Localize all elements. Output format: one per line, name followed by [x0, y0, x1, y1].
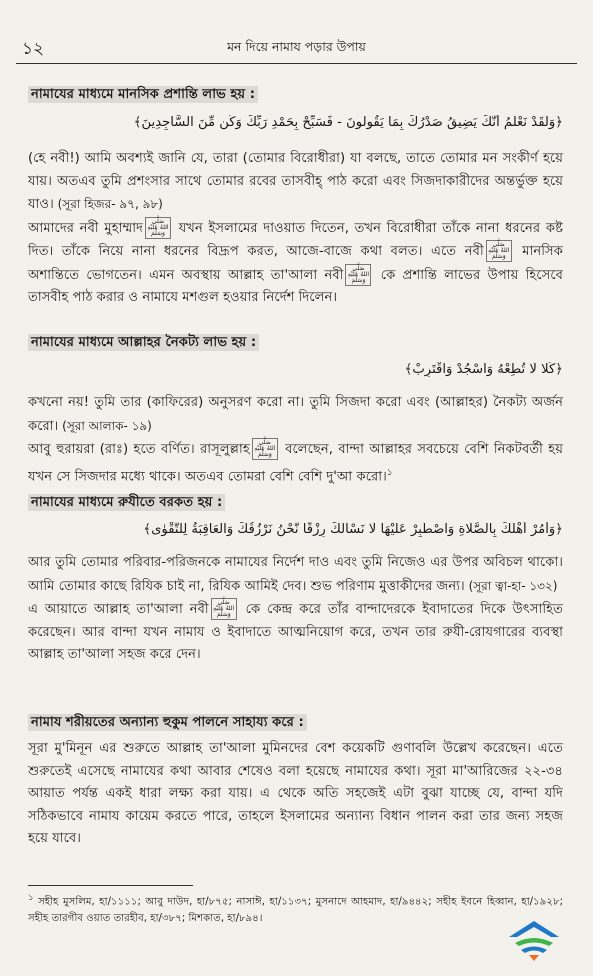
paragraph-text: এ আয়াতে আল্লাহ তা'আলা নবী — [28, 602, 209, 617]
salawat-symbol: صَلَّى اللهُ عَلَيْهِ وَسَلَّمَ — [145, 217, 171, 239]
section-heading: নামায শরীয়তের অন্যান্য হুকুম পালনে সাহায্য করে : — [28, 712, 569, 734]
translation-text: আর তুমি তোমার পরিবার-পরিজনকে নামাযের নির্দেশ দাও এবং তুমি নিজেও এর উপর অবিচল থাকো। আমি তোমার কাছে রিযিক চাই না, রিযিক আমিই দেব। শুভ পরিণাম মুত্তাকীদের জন্য। — [28, 555, 563, 594]
paragraph — [28, 552, 563, 667]
footnote — [28, 890, 563, 927]
section-heading: নামাযের মাধ্যমে মানসিক প্রশান্তি লাভ হয় : — [28, 84, 569, 106]
footnote-rule — [28, 885, 193, 886]
salawat-symbol: صَلَّى اللهُ عَلَيْهِ وَسَلَّمَ — [486, 240, 512, 262]
paragraph-text: আমাদের নবী মুহাম্মাদ — [28, 220, 143, 236]
paragraph-text: কে কেন্দ্র করে তাঁর বান্দাদেরকে ইবাদাতের দিকে উৎসাহিত করেছেন। আর বান্দা যখন নামায ও ইবাদাতে আত্মনিয়োগ করে, তখন তার রুযী-রোযগারের ব্যবস্থা আল্লাহ তা'আলা সহজ করে দেন। — [28, 602, 563, 662]
verse-reference: (সূরা আলাক- ১৯) — [58, 418, 152, 433]
arabic-verse: ﴿وَلَقَدْ نَعْلَمُ أَنَّكَ يَضِيقُ صَدْرُكَ بِمَا يَقُولُونَ - فَسَبِّحْ بِحَمْدِ رَبِّكَ وَكُن مِّنَ السَّاجِدِينَ﴾ — [133, 115, 563, 130]
salawat-symbol: صَلَّى اللهُ عَلَيْهِ وَسَلَّمَ — [211, 598, 237, 620]
verse-reference: (সূরা হিজর- ৯৭, ৯৮) — [53, 197, 163, 211]
salawat-symbol: صَلَّى اللهُ عَلَيْهِ وَسَلَّمَ — [345, 264, 371, 286]
page-number: ১২ — [22, 39, 45, 59]
arabic-verse: ﴿كَلَّا لَا تُطِعْهُ وَاسْجُدْ وَاقْتَرِبْ﴾ — [404, 362, 563, 377]
translation-text: (হে নবী!) আমি অবশ্যই জানি যে, তারা (তোমার বিরোধীরা) যা বলছে, তাতে তোমার মন সংকীর্ণ হয়ে যায়। অতএব তুমি প্রশংসার সাথে তোমার রবের তাসবীহ্ পাঠ করো এবং সিজদাকারীদের অন্তর্ভুক্ত হয়ে যাও। — [28, 151, 563, 212]
paragraph — [28, 738, 563, 851]
arabic-verse: ﴿وَأْمُرْ أَهْلَكَ بِالصَّلَاةِ وَاصْطَبِرْ عَلَيْهَا لَا نَسْأَلُكَ رِزْقًا نَّحْنُ نَرْزُقُكَ وَالْعَاقِبَةُ لِلتَّقْوٰى﴾ — [143, 522, 563, 537]
footnote-text: সহীহ মুসলিম, হা/১১১১; আবু দাউদ, হা/৮৭৫; নাসাঈ, হা/১১৩৭; মুসনাদে আহমাদ, হা/৯৪৪২; সহীহ ইবনে হিব্বান, হা/১৯২৮; সহীহ তারগীব ওয়াত তারহীব, হা/৩৮৭; মিশকাত, হা/৮৯৪। — [28, 896, 563, 925]
paragraph-text: আবু হুরায়রা (রাঃ) হতে বর্ণিত। রাসূলুল্লাহ — [28, 442, 250, 457]
paragraph-text: কে প্রশান্তি লাভের উপায় হিসেবে তাসবীহ পাঠ করার ও নামাযে মশগুল হওয়ার নির্দেশ দিলেন। — [28, 267, 563, 305]
running-title: মন দিয়ে নামায পড়ার উপায় — [227, 39, 366, 54]
paragraph — [28, 392, 563, 488]
footnote-number: ১ — [28, 893, 34, 903]
verse-reference: (সূরা ত্বা-হা- ১৩২) — [464, 578, 558, 593]
paragraph-text: সূরা মু'মিনূন এর শুরুতে আল্লাহ তা'আলা মুমিনদের বেশ কয়েকটি গুণাবলি উল্লেখ করেছেন। এতে শুরুতেই এসেছে নামাযের কথা আবার শেষেও বলা হয়েছে নামাযের কথা। সূরা মা'আরিজের ২২-৩৪ আয়াত পর্যন্ত একই ধারা লক্ষ্য করা যায়। এ থেকে অতি সহজেই এটা বুঝা যাচ্ছে যে, বান্দা যদি সঠিকভাবে নামায কায়েম করতে পারে, তাহলে ইসলামের অন্যান্য বিধান পালন করা তার জন্য সহজ হয়ে যাবে। — [28, 741, 563, 846]
paragraph — [28, 148, 563, 310]
paragraph-text: বলেছেন, বান্দা আল্লাহর সবচেয়ে বেশি নিকটবর্তী হয় যখন সে সিজদার মধ্যে থাকে। অতএব তোমরা বেশি বেশি দু'আ করো। — [28, 442, 564, 484]
footnote-mark: ১ — [386, 467, 393, 478]
translation-text: কখনো নয়! তুমি তার (কাফিরের) অনুসরণ করো না। তুমি সিজদা করো এবং (আল্লাহর) নৈকট্য অর্জন করো। — [28, 395, 563, 434]
salawat-symbol: صَلَّى اللهُ عَلَيْهِ وَسَلَّمَ — [252, 438, 278, 460]
section-heading: নামাযের মাধ্যমে রুযীতে বরকত হয় : — [28, 492, 569, 514]
publisher-logo-icon — [505, 915, 563, 963]
header-rule — [16, 63, 577, 64]
section-heading: নামাযের মাধ্যমে আল্লাহর নৈকট্য লাভ হয় : — [28, 332, 569, 354]
paragraph-text: যখন ইসলামের দাওয়াত দিতেন, তখন বিরোধীরা তাঁকে নানা ধরনের কষ্ট দিত। তাঁকে নিয়ে নানা ধরনের বিদ্রূপ করত, আজে-বাজে কথা বলত। এতে নবী — [28, 220, 564, 259]
paragraph-text: মানসিক অশান্তিতে ভোগতেন। এমন অবস্থায় আল্লাহ তা'আলা নবী — [28, 244, 563, 283]
page-header — [22, 36, 571, 62]
